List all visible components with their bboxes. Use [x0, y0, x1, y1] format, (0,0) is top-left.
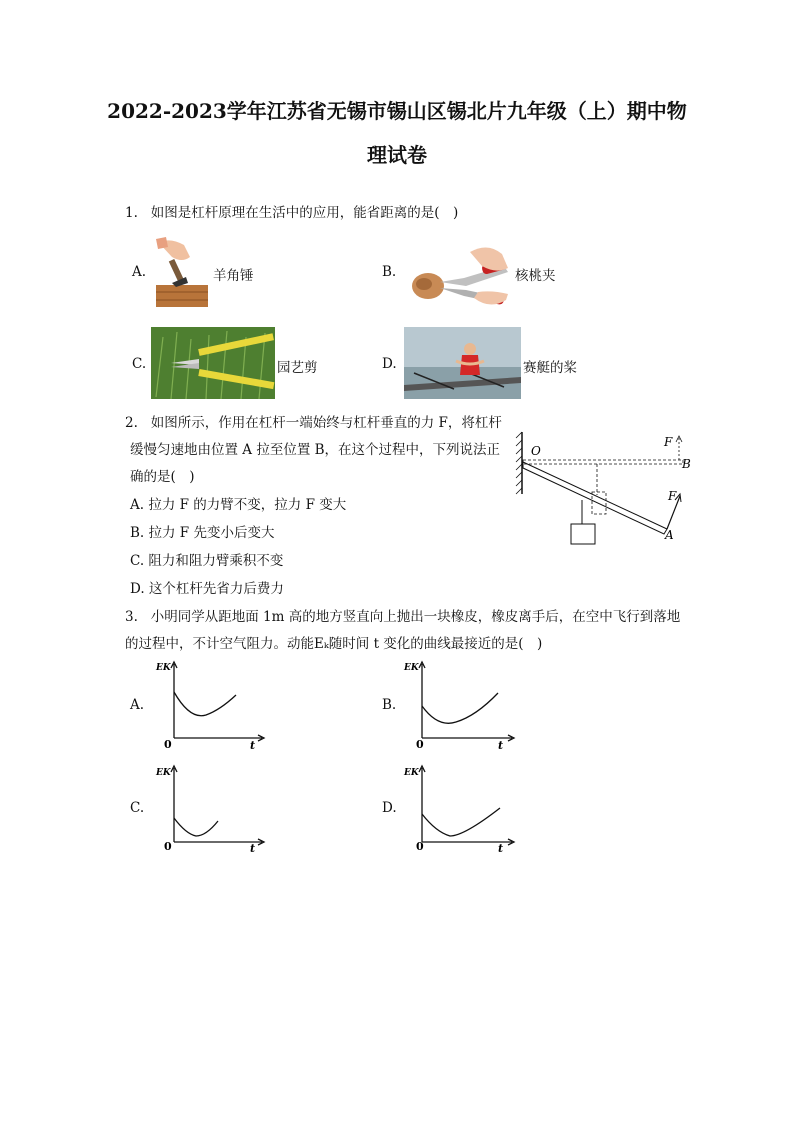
- q3-graph-a-ylabel: EK: [156, 663, 171, 673]
- q3-graph-c: [150, 762, 270, 854]
- q3-stem-line1-row: [125, 608, 680, 626]
- q1-number: 1.: [125, 205, 138, 221]
- q2-option-d: D. 这个杠杆先省力后费力: [130, 581, 284, 597]
- q2-option-b: B. 拉力 F 先变小后变大: [130, 525, 275, 541]
- q3-graph-d: [402, 762, 522, 854]
- q3-graph-c-ylabel: EK: [156, 768, 171, 778]
- garden-shears-image: [151, 327, 275, 399]
- q3-option-c-letter: C.: [130, 800, 145, 816]
- q2-stem-line3: 确的是( ): [130, 469, 195, 485]
- lever-label-f: F: [668, 489, 677, 503]
- q1-option-d-label: 赛艇的桨: [523, 360, 577, 376]
- q3-graph-a-xlabel: t: [250, 739, 256, 750]
- q2-stem-line2: 缓慢匀速地由位置 A 拉至位置 B，在这个过程中，下列说法正: [130, 442, 501, 458]
- q3-number: 3.: [125, 609, 138, 625]
- q3-graph-b-ylabel: EK: [404, 663, 419, 673]
- q3-option-a-letter: A.: [130, 697, 145, 713]
- q3-graph-b-origin: 0: [416, 738, 424, 750]
- q1-stem: 如图是杠杆原理在生活中的应用，能省距离的是( ): [150, 205, 459, 221]
- q2-stem-line1: 如图所示，作用在杠杆一端始终与杠杆垂直的力 F，将杠杆: [150, 415, 502, 431]
- q3-graph-d-origin: 0: [416, 840, 424, 853]
- q1-option-b-letter: B.: [382, 264, 397, 280]
- nutcracker-image: [404, 238, 514, 308]
- q3-graph-a: [150, 658, 270, 750]
- q3-graph-d-ylabel: EK: [404, 768, 419, 778]
- lever-label-f-top: F: [664, 435, 673, 449]
- rowing-boat-image: [404, 327, 521, 399]
- q2-stem-line1-row: [125, 414, 502, 432]
- q3-graph-c-xlabel: t: [250, 842, 256, 854]
- q3-graph-d-xlabel: t: [498, 842, 504, 854]
- q2-number: 2.: [125, 415, 138, 431]
- q2-option-c: C. 阻力和阻力臂乘积不变: [130, 553, 284, 569]
- q3-option-d-letter: D.: [382, 800, 397, 816]
- q1-option-a-letter: A.: [132, 264, 147, 280]
- q2-option-a: A. 拉力 F 的力臂不变，拉力 F 变大: [130, 497, 347, 513]
- hammer-image: [154, 237, 209, 309]
- q3-graph-a-origin: 0: [164, 738, 172, 750]
- q1-stem-row: [125, 204, 458, 222]
- q3-graph-b-xlabel: t: [498, 739, 504, 750]
- q1-option-a-label: 羊角锤: [213, 268, 254, 284]
- q3-stem-line2: 的过程中，不计空气阻力。动能Eₖ随时间 t 变化的曲线最接近的是( ): [125, 636, 543, 652]
- lever-label-a: A: [665, 528, 674, 542]
- q3-option-b-letter: B.: [382, 697, 397, 713]
- q3-graph-c-origin: 0: [164, 840, 172, 853]
- lever-label-b: B: [682, 457, 691, 471]
- q1-option-c-letter: C.: [132, 356, 147, 372]
- lever-label-o: O: [531, 444, 541, 458]
- exam-title-line2: 理试卷: [367, 143, 427, 167]
- exam-title-line1: 2022-2023学年江苏省无锡市锡山区锡北片九年级（上）期中物: [107, 99, 687, 123]
- q3-graph-b: [402, 658, 522, 750]
- q1-option-c-label: 园艺剪: [277, 360, 318, 376]
- q3-stem-line1: 小明同学从距地面 1m 高的地方竖直向上抛出一块橡皮，橡皮离手后，在空中飞行到落地: [150, 609, 681, 625]
- q1-option-d-letter: D.: [382, 356, 397, 372]
- lever-diagram: [512, 428, 697, 550]
- q1-option-b-label: 核桃夹: [515, 268, 556, 284]
